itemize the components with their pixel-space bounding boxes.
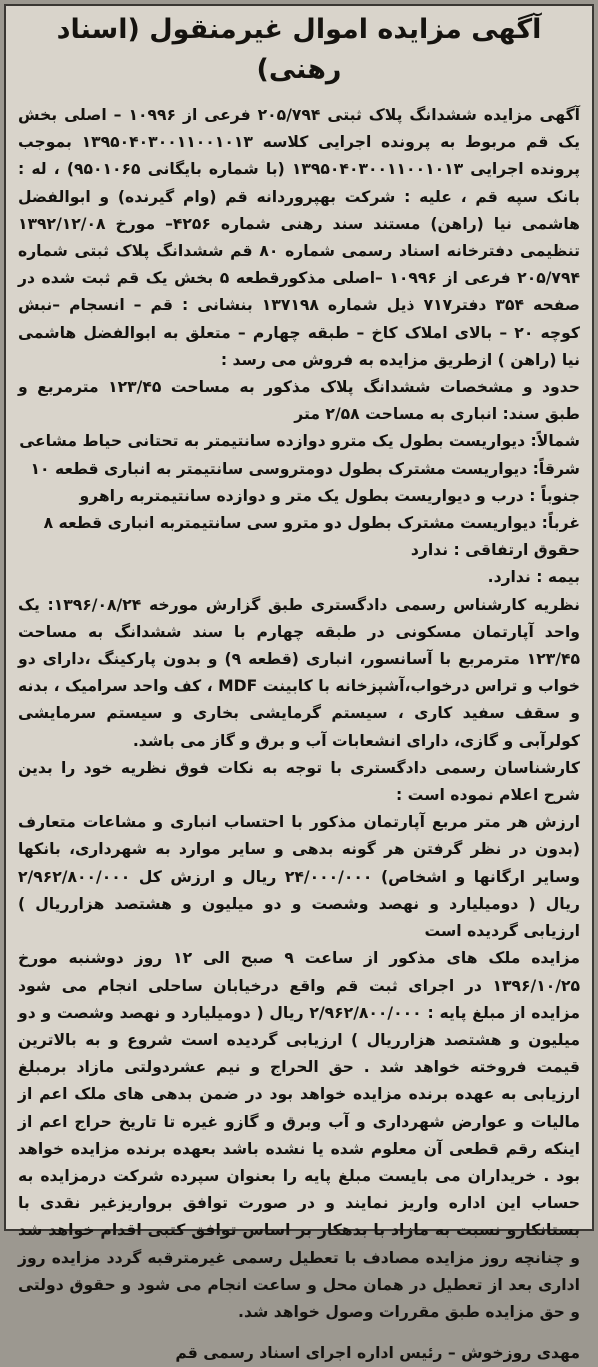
bound-south: جنوباً : درب و دیواریست بطول یک متر و دوازده سانتیمتربه راهرو — [79, 486, 580, 505]
newspaper-clipping — [4, 4, 594, 1363]
expert-opinion: نظریه کارشناس رسمی دادگستری طبق گزارش مورخه ۱۳۹۶/۰۸/۲۴: یک واحد آپارتمان مسکونی در طبقه چهارم با سند ششدانگ به مساحت ۱۲۳/۴۵ مترمربع با آسانسور، انباری (قطعه ۹) و بدون پارکینگ ،دارای دو خواب و تراس درخواب،آشپزخانه با کابینت MDF ، کف واحد سرامیک ، بدنه و سقف سفید کاری ، سیستم گرمایشی بخاری و سیستم سرمایشی کولرآبی و گازی، دارای انشعابات آب و برق و گاز می باشد. — [18, 595, 581, 750]
easement-rights: حقوق ارتفاقی : ندارد — [410, 541, 580, 560]
bounds-intro: حدود و مشخصات ششدانگ پلاک مذکور به مساحت ۱۲۳/۴۵ مترمربع و طبق سند: انباری به مساحت ۲/۵۸ متر — [18, 378, 580, 424]
notice-title: آگهی مزایده اموال غیرمنقول (اسناد رهنی) — [56, 14, 542, 85]
bound-north: شمالاً: دیواریست بطول یک مترو دوازده سانتیمتر به تحتانی حیاط مشاعی — [19, 432, 580, 451]
bound-east: شرقاً: دیواریست مشترک بطول دومتروسی سانتیمتر به انباری قطعه ۱۰ — [30, 459, 580, 478]
auction-details: مزایده ملک های مذکور از ساعت ۹ صبح الی ۱۲ روز دوشنبه مورخ ۱۳۹۶/۱۰/۲۵ در اجرای ثبت قم واقع درخیابان ساحلی انجام می شود مزایده از مبلغ پایه : ۲/۹۶۲/۸۰۰/۰۰۰ ریال ( دومیلیارد و نهصد وشصت و دو میلیون و هشتصد هزارریال ) ارزیابی گردیده است شروع و به بالاترین قیمت فروخته خواهد شد . حق الحراج و نیم عشردولتی مازاد برمبلغ ارزیابی به عهده برنده مزایده خواهد بود در ضمن بدهی های ملک اعم از مالیات و عوارض شهرداری و آب وبرق و گازو غیره تا تاریخ حراج اعم از اینکه رقم قطعی آن معلوم شده یا نشده باشد بعهده برنده مزایده خواهد بود . خریداران می بایست مبلغ پایه را بعنوان سپرده شرکت درمزایده به حساب این اداره واریز نمایند و در صورت توافق برواریزغیر نقدی با بستانکارو نسبت به مازاد با بدهکار بر اساس توافق کتبی اقدام خواهد شد و چنانچه روز مزایده مصادف با تعطیل رسمی غیرمترقبه گردد مزایده روز اداری بعد از تعطیل در همان محل و ساعت انجام می شود و حقوق دولتی و حق مزایده طبق مقررات وصول خواهد شد. — [18, 949, 580, 1321]
signature: مهدی روزخوش – رئیس اداره اجرای اسناد رسمی قم — [175, 1344, 580, 1363]
auction-notice — [6, 6, 592, 1367]
bound-west: غرباً: دیواریست مشترک بطول دو مترو سی سانتیمتربه انباری قطعه ۸ — [43, 514, 580, 533]
property-bounds — [18, 428, 580, 591]
insurance: بیمه : ندارد. — [487, 568, 580, 587]
experts-statement: کارشناسان رسمی دادگستری با توجه به نکات فوق نظریه خود را بدین شرح اعلام نموده است : — [18, 758, 580, 805]
intro-paragraph: آگهی مزایده ششدانگ پلاک ثبتی ۲۰۵/۷۹۴ فرعی از ۱۰۹۹۶ – اصلی بخش یک قم مربوط به پرونده اجرایی کلاسه ۱۳۹۵۰۴۰۳۰۰۱۱۰۰۱۰۱۳ بموجب پرونده اجرایی ۱۳۹۵۰۴۰۳۰۰۱۱۰۰۱۰۱۳ (با شماره بایگانی ۹۵۰۱۰۶۵) ، له : بانک سپه قم ، علیه : شرکت بهپروردانه قم (وام گیرنده) و ابوالفضل هاشمی نیا (راهن) مستند سند رهنی شماره ۴۲۵۶– مورخ ۱۳۹۲/۱۲/۰۸ تنظیمی دفترخانه اسناد رسمی شماره ۸۰ قم ششدانگ پلاک ثبتی شماره ۲۰۵/۷۹۴ فرعی از ۱۰۹۹۶ –اصلی مذکورقطعه ۵ بخش یک قم ثبت شده در صفحه ۳۵۴ دفتر۷۱۷ ذیل شماره ۱۳۷۱۹۸ بنشانی : قم – انسجام –نبش کوچه ۲۰ – بالای املاک کاخ – طبقه چهارم – متعلق به ابوالفضل هاشمی نیا (راهن ) ازطریق مزایده به فروش می رسد : — [18, 106, 581, 369]
valuation-paragraph: ارزش هر متر مربع آپارتمان مذکور با احتساب انباری و مشاعات متعارف (بدون در نظر گرفتن هر گونه بدهی و سایر موارد به شهرداری، بانکها وسایر ارگانها و اشخاص) ۲۴/۰۰۰/۰۰۰ ریال و ارزش کل ۲/۹۶۲/۸۰۰/۰۰۰ ریال ( دومیلیارد و نهصد وشصت و دو میلیون و هشتصد هزارریال ) ارزیابی گردیده است — [18, 813, 580, 941]
